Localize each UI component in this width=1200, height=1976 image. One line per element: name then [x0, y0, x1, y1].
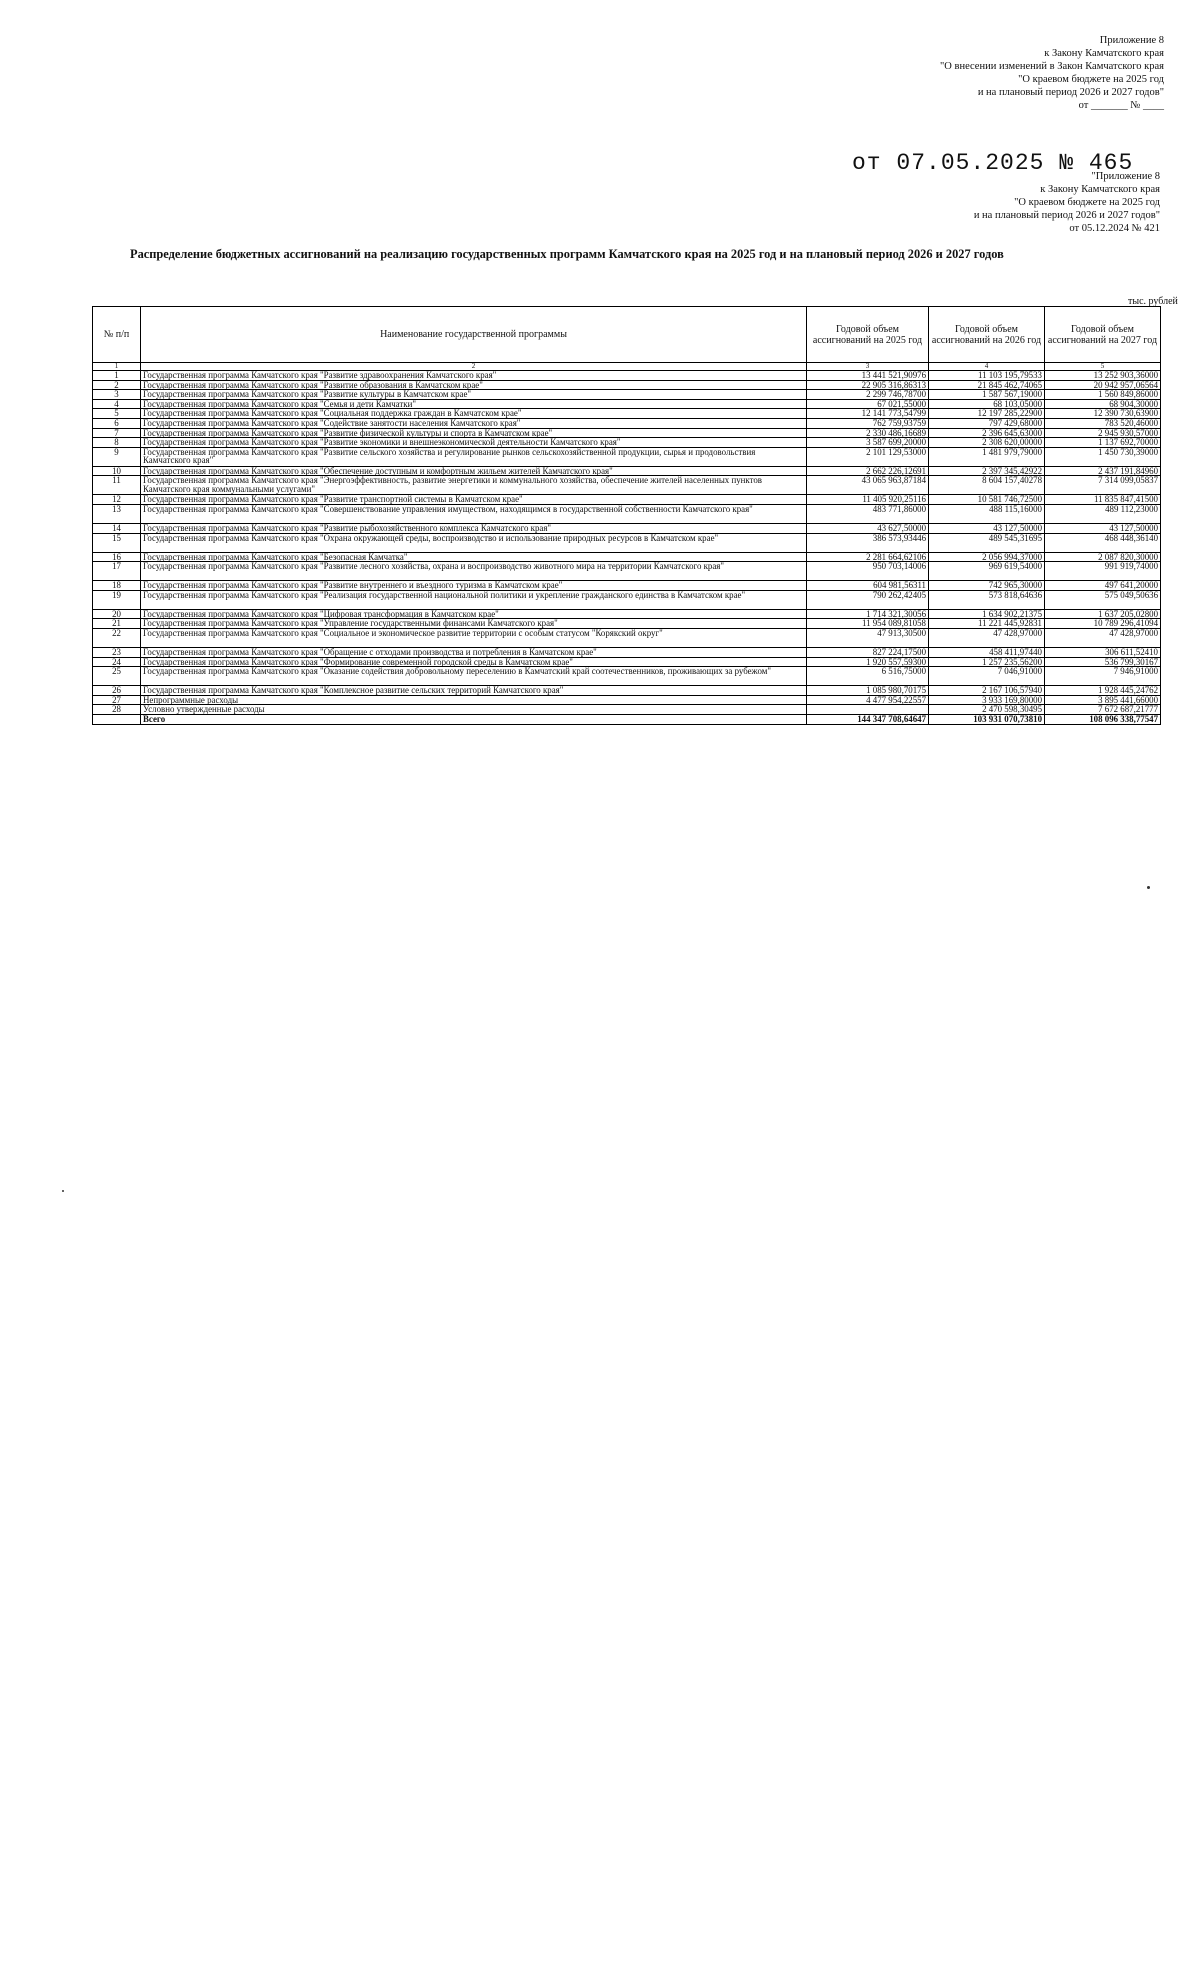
- row-number: 23: [93, 647, 141, 657]
- allocation-2026: 2 056 994,37000: [929, 552, 1045, 562]
- table-row: [93, 667, 1161, 686]
- allocation-2027: 1 928 445,24762: [1045, 686, 1161, 696]
- allocation-2026: 2 470 598,30495: [929, 705, 1045, 715]
- row-number: 17: [93, 562, 141, 581]
- total-number-cell: [93, 714, 141, 724]
- allocation-2027: 575 049,50636: [1045, 590, 1161, 609]
- allocation-2025: 827 224,17500: [807, 647, 929, 657]
- table-row: [93, 657, 1161, 667]
- row-number: 25: [93, 667, 141, 686]
- allocation-2027: 991 919,74000: [1045, 562, 1161, 581]
- program-name: Государственная программа Камчатского края "Совершенствование управления имуществом, находящимся в государственной собственности Камчатского края": [141, 504, 807, 523]
- program-name: Государственная программа Камчатского края "Охрана окружающей среды, воспроизводство и использование природных ресурсов в Камчатском крае": [141, 533, 807, 552]
- program-name: Государственная программа Камчатского края "Оказание содействия добровольному переселению в Камчатский край соотечественников, проживающих за рубежом": [141, 667, 807, 686]
- column-index: 1: [93, 363, 141, 371]
- row-number: 3: [93, 390, 141, 400]
- column-header-name: Наименование государственной программы: [141, 307, 807, 363]
- program-name: Государственная программа Камчатского края "Развитие образования в Камчатском крае": [141, 380, 807, 390]
- scan-speck: [62, 1190, 64, 1192]
- allocation-2025: 386 573,93446: [807, 533, 929, 552]
- allocation-2026: 458 411,97440: [929, 647, 1045, 657]
- allocation-2027: 2 087 820,30000: [1045, 552, 1161, 562]
- total-2027: 108 096 338,77547: [1045, 714, 1161, 724]
- column-index: 4: [929, 363, 1045, 371]
- allocation-2026: 489 545,31695: [929, 533, 1045, 552]
- table-row: [93, 523, 1161, 533]
- row-number: 20: [93, 609, 141, 619]
- allocation-2027: 7 946,91000: [1045, 667, 1161, 686]
- appendix-header: [744, 34, 1164, 112]
- allocation-2027: 68 904,30000: [1045, 399, 1161, 409]
- row-number: 4: [93, 399, 141, 409]
- allocation-2025: 1 085 980,70175: [807, 686, 929, 696]
- program-name: Государственная программа Камчатского края "Формирование современной городской среды в Камчатском крае": [141, 657, 807, 667]
- allocation-2025: 2 101 129,53000: [807, 447, 929, 466]
- allocation-2027: 11 835 847,41500: [1045, 495, 1161, 505]
- program-name: Государственная программа Камчатского края "Развитие экономики и внешнеэкономической деятельности Камчатского края": [141, 438, 807, 448]
- allocation-2026: 3 933 169,80000: [929, 695, 1045, 705]
- table-row: [93, 380, 1161, 390]
- row-number: 16: [93, 552, 141, 562]
- table-row: [93, 562, 1161, 581]
- allocation-2025: 4 477 954,22557: [807, 695, 929, 705]
- program-name: Государственная программа Камчатского края "Безопасная Камчатка": [141, 552, 807, 562]
- row-number: 26: [93, 686, 141, 696]
- program-name: Государственная программа Камчатского края "Управление государственными финансами Камчатского края": [141, 619, 807, 629]
- allocation-2026: 742 965,30000: [929, 581, 1045, 591]
- allocation-2025: 6 516,75000: [807, 667, 929, 686]
- allocation-2025: 1 714 321,30056: [807, 609, 929, 619]
- table-row: [93, 686, 1161, 696]
- program-name: Государственная программа Камчатского края "Обращение с отходами производства и потребления в Камчатском крае": [141, 647, 807, 657]
- program-name: Государственная программа Камчатского края "Социальная поддержка граждан в Камчатском крае": [141, 409, 807, 419]
- allocation-2027: 3 895 441,66000: [1045, 695, 1161, 705]
- program-name: Государственная программа Камчатского края "Развитие сельского хозяйства и регулирование рынков сельскохозяйственной продукции, сырья и продовольствия Камчатского края": [141, 447, 807, 466]
- allocation-2027: 783 520,46000: [1045, 418, 1161, 428]
- allocation-2025: 47 913,30500: [807, 628, 929, 647]
- table-row: [93, 438, 1161, 448]
- row-number: 12: [93, 495, 141, 505]
- table-row: [93, 705, 1161, 715]
- program-name: Государственная программа Камчатского края "Развитие культуры в Камчатском крае": [141, 390, 807, 400]
- header-line: и на плановый период 2026 и 2027 годов": [977, 87, 1164, 98]
- total-label: Всего: [141, 714, 807, 724]
- allocation-2027: 7 672 687,21777: [1045, 705, 1161, 715]
- table-row: [93, 390, 1161, 400]
- row-number: 2: [93, 380, 141, 390]
- row-number: 21: [93, 619, 141, 629]
- allocation-2025: 790 262,42405: [807, 590, 929, 609]
- allocation-2026: 12 197 285,22900: [929, 409, 1045, 419]
- program-name: Непрограммные расходы: [141, 695, 807, 705]
- allocation-2025: 13 441 521,90976: [807, 371, 929, 381]
- budget-table: [92, 306, 1161, 725]
- allocation-2025: 483 771,86000: [807, 504, 929, 523]
- table-row: [93, 466, 1161, 476]
- total-2026: 103 931 070,73810: [929, 714, 1045, 724]
- table-row: [93, 428, 1161, 438]
- allocation-2025: 2 330 486,16689: [807, 428, 929, 438]
- program-name: Государственная программа Камчатского края "Цифровая трансформация в Камчатском крае": [141, 609, 807, 619]
- row-number: 9: [93, 447, 141, 466]
- column-header-number: № п/п: [93, 307, 141, 363]
- allocation-2025: 2 299 746,78700: [807, 390, 929, 400]
- header-line: "Приложение 8: [1091, 171, 1160, 182]
- allocation-2027: 43 127,50000: [1045, 523, 1161, 533]
- row-number: 13: [93, 504, 141, 523]
- table-row: [93, 476, 1161, 495]
- allocation-2027: 468 448,36140: [1045, 533, 1161, 552]
- table-header-row: [93, 307, 1161, 363]
- program-name: Государственная программа Камчатского края "Развитие лесного хозяйства, охрана и воспроизводство животного мира на территории Камчатского края": [141, 562, 807, 581]
- header-line: Приложение 8: [1099, 35, 1164, 46]
- allocation-2026: 47 428,97000: [929, 628, 1045, 647]
- allocation-2025: 43 065 963,87184: [807, 476, 929, 495]
- header-line: от _______ № ____: [1078, 100, 1164, 111]
- allocation-2026: 488 115,16000: [929, 504, 1045, 523]
- column-index: 2: [141, 363, 807, 371]
- allocation-2026: 2 308 620,00000: [929, 438, 1045, 448]
- allocation-2025: [807, 705, 929, 715]
- allocation-2026: 1 587 567,19000: [929, 390, 1045, 400]
- program-name: Государственная программа Камчатского края "Содействие занятости населения Камчатского края": [141, 418, 807, 428]
- allocation-2026: 11 221 445,92831: [929, 619, 1045, 629]
- program-name: Государственная программа Камчатского края "Развитие транспортной системы в Камчатском крае": [141, 495, 807, 505]
- program-name: Государственная программа Камчатского края "Реализация государственной национальной политики и укрепление гражданского единства в Камчатском крае": [141, 590, 807, 609]
- row-number: 19: [93, 590, 141, 609]
- column-index: 3: [807, 363, 929, 371]
- table-row: [93, 495, 1161, 505]
- table-row: [93, 399, 1161, 409]
- column-header-2026: Годовой объем ассигнований на 2026 год: [929, 307, 1045, 363]
- program-name: Государственная программа Камчатского края "Комплексное развитие сельских территорий Камчатского края": [141, 686, 807, 696]
- document-title: Распределение бюджетных ассигнований на реализацию государственных программ Камчатского края на 2025 год и на плановый период 2026 и 2027 годов: [130, 247, 1004, 261]
- allocation-2026: 11 103 195,79533: [929, 371, 1045, 381]
- table-row: [93, 418, 1161, 428]
- allocation-2027: 13 252 903,36000: [1045, 371, 1161, 381]
- allocation-2027: 12 390 730,63900: [1045, 409, 1161, 419]
- allocation-2025: 12 141 773,54799: [807, 409, 929, 419]
- allocation-2027: 489 112,23000: [1045, 504, 1161, 523]
- allocation-2026: 21 845 462,74065: [929, 380, 1045, 390]
- row-number: 28: [93, 705, 141, 715]
- table-row: [93, 628, 1161, 647]
- program-name: Условно утвержденные расходы: [141, 705, 807, 715]
- allocation-2026: 2 167 106,57940: [929, 686, 1045, 696]
- table-row: [93, 695, 1161, 705]
- program-name: Государственная программа Камчатского края "Развитие рыбохозяйственного комплекса Камчатского края": [141, 523, 807, 533]
- row-number: 7: [93, 428, 141, 438]
- row-number: 27: [93, 695, 141, 705]
- program-name: Государственная программа Камчатского края "Развитие физической культуры и спорта в Камчатском крае": [141, 428, 807, 438]
- row-number: 11: [93, 476, 141, 495]
- allocation-2027: 1 560 849,86000: [1045, 390, 1161, 400]
- allocation-2025: 3 587 699,20000: [807, 438, 929, 448]
- allocation-2025: 604 981,56311: [807, 581, 929, 591]
- allocation-2025: 762 759,93759: [807, 418, 929, 428]
- allocation-2026: 8 604 157,40278: [929, 476, 1045, 495]
- allocation-2026: 43 127,50000: [929, 523, 1045, 533]
- allocation-2026: 573 818,64636: [929, 590, 1045, 609]
- table-row: [93, 533, 1161, 552]
- allocation-2026: 2 396 645,63000: [929, 428, 1045, 438]
- program-name: Государственная программа Камчатского края "Развитие здравоохранения Камчатского края": [141, 371, 807, 381]
- row-number: 6: [93, 418, 141, 428]
- row-number: 14: [93, 523, 141, 533]
- units-label: тыс. рублей: [1128, 296, 1178, 307]
- header-line: к Закону Камчатского края: [1040, 184, 1160, 195]
- allocation-2026: 7 046,91000: [929, 667, 1045, 686]
- allocation-2025: 67 021,55000: [807, 399, 929, 409]
- allocation-2027: 497 641,20000: [1045, 581, 1161, 591]
- header-line: к Закону Камчатского края: [1044, 48, 1164, 59]
- row-number: 8: [93, 438, 141, 448]
- allocation-2027: 536 799,30167: [1045, 657, 1161, 667]
- allocation-2026: 68 103,05000: [929, 399, 1045, 409]
- scan-speck: [1147, 886, 1150, 889]
- program-name: Государственная программа Камчатского края "Развитие внутреннего и въездного туризма в Камчатском крае": [141, 581, 807, 591]
- table-row: [93, 447, 1161, 466]
- row-number: 18: [93, 581, 141, 591]
- header-line: и на плановый период 2026 и 2027 годов": [973, 210, 1160, 221]
- allocation-2026: 1 481 979,79000: [929, 447, 1045, 466]
- allocation-2025: 950 703,14006: [807, 562, 929, 581]
- allocation-2027: 2 437 191,84960: [1045, 466, 1161, 476]
- table-row: [93, 581, 1161, 591]
- table-row: [93, 609, 1161, 619]
- column-header-2025: Годовой объем ассигнований на 2025 год: [807, 307, 929, 363]
- allocation-2025: 43 627,50000: [807, 523, 929, 533]
- header-line: "О внесении изменений в Закон Камчатского края: [940, 61, 1164, 72]
- registration-stamp: от 07.05.2025 № 465: [852, 150, 1134, 176]
- header-line: от 05.12.2024 № 421: [1069, 223, 1160, 234]
- allocation-2025: 2 662 226,12691: [807, 466, 929, 476]
- table-row: [93, 504, 1161, 523]
- allocation-2026: 1 634 902,21375: [929, 609, 1045, 619]
- allocation-2027: 306 611,52410: [1045, 647, 1161, 657]
- table-row: [93, 552, 1161, 562]
- previous-appendix-header: [740, 170, 1160, 235]
- allocation-2025: 11 405 920,25116: [807, 495, 929, 505]
- allocation-2027: 10 789 296,41094: [1045, 619, 1161, 629]
- table-row: [93, 371, 1161, 381]
- row-number: 15: [93, 533, 141, 552]
- table-row: [93, 619, 1161, 629]
- allocation-2027: 7 314 099,05837: [1045, 476, 1161, 495]
- allocation-2026: 969 619,54000: [929, 562, 1045, 581]
- allocation-2027: 1 637 205,02800: [1045, 609, 1161, 619]
- column-index: 5: [1045, 363, 1161, 371]
- allocation-2026: 797 429,68000: [929, 418, 1045, 428]
- table-body: [93, 371, 1161, 725]
- row-number: 22: [93, 628, 141, 647]
- allocation-2025: 2 281 664,62106: [807, 552, 929, 562]
- row-number: 1: [93, 371, 141, 381]
- column-header-2027: Годовой объем ассигнований на 2027 год: [1045, 307, 1161, 363]
- allocation-2027: 1 137 692,70000: [1045, 438, 1161, 448]
- program-name: Государственная программа Камчатского края "Обеспечение доступным и комфортным жильем жителей Камчатского края": [141, 466, 807, 476]
- column-index-row: [93, 363, 1161, 371]
- program-name: Государственная программа Камчатского края "Социальное и экономическое развитие территории с особым статусом "Корякский округ": [141, 628, 807, 647]
- allocation-2027: 2 945 930,57000: [1045, 428, 1161, 438]
- allocation-2025: 1 920 557,59300: [807, 657, 929, 667]
- program-name: Государственная программа Камчатского края "Семья и дети Камчатки": [141, 399, 807, 409]
- allocation-2026: 2 397 345,42922: [929, 466, 1045, 476]
- allocation-2025: 11 954 089,81058: [807, 619, 929, 629]
- header-line: "О краевом бюджете на 2025 год: [1014, 197, 1160, 208]
- row-number: 5: [93, 409, 141, 419]
- allocation-2026: 1 257 235,56200: [929, 657, 1045, 667]
- row-number: 10: [93, 466, 141, 476]
- allocation-2026: 10 581 746,72500: [929, 495, 1045, 505]
- table-row: [93, 647, 1161, 657]
- row-number: 24: [93, 657, 141, 667]
- header-line: "О краевом бюджете на 2025 год: [1018, 74, 1164, 85]
- total-2025: 144 347 708,64647: [807, 714, 929, 724]
- allocation-2027: 47 428,97000: [1045, 628, 1161, 647]
- total-row: [93, 714, 1161, 724]
- allocation-2027: 20 942 957,06564: [1045, 380, 1161, 390]
- program-name: Государственная программа Камчатского края "Энергоэффективность, развитие энергетики и коммунального хозяйства, обеспечение жителей населенных пунктов Камчатского края коммунальными услугами": [141, 476, 807, 495]
- allocation-2025: 22 905 316,86313: [807, 380, 929, 390]
- allocation-2027: 1 450 730,39000: [1045, 447, 1161, 466]
- table-row: [93, 409, 1161, 419]
- table-row: [93, 590, 1161, 609]
